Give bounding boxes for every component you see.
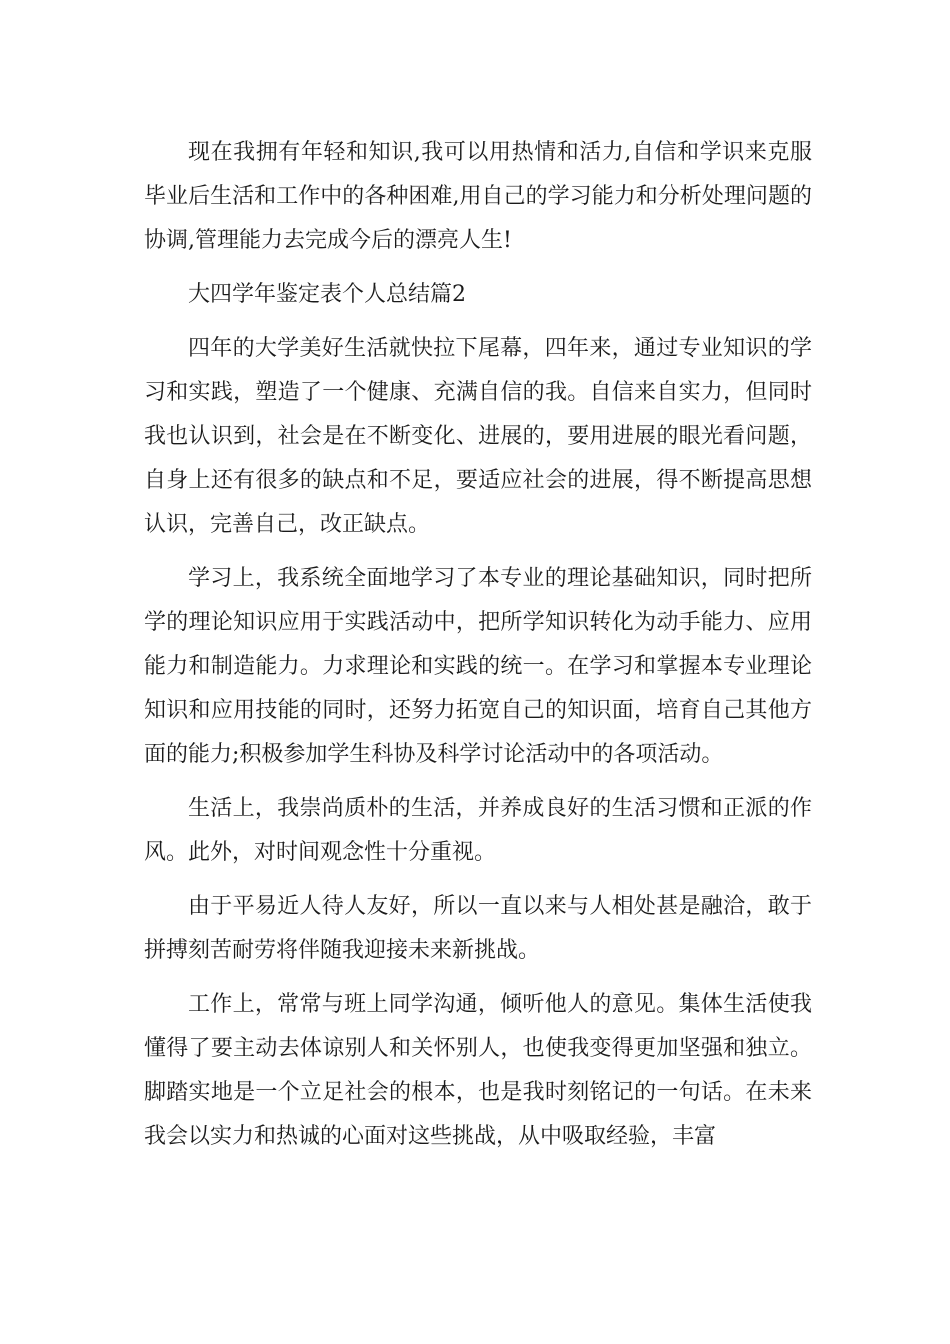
paragraph-3: 生活上，我崇尚质朴的生活，并养成良好的生活习惯和正派的作风。此外，对时间观念性十分重视。 — [144, 796, 812, 865]
paragraph-5: 工作上，常常与班上同学沟通，倾听他人的意见。集体生活使我懂得了要主动去体谅别人和关怀别人，也使我变得更加坚强和独立。脚踏实地是一个立足社会的根本，也是我时刻铭记的一句话。在未来我会以实力和热诚的心面对这些挑战，从中吸取经验，丰富 — [144, 992, 812, 1149]
document-body — [144, 131, 812, 1169]
paragraph-1: 四年的大学美好生活就快拉下尾幕，四年来，通过专业知识的学习和实践，塑造了一个健康、充满自信的我。自信来自实力，但同时我也认识到，社会是在不断变化、进展的，要用进展的眼光看问题，自身上还有很多的缺点和不足，要适应社会的进展，得不断提高思想认识，完善自己，改正缺点。 — [144, 336, 812, 537]
paragraph-4: 由于平易近人待人友好，所以一直以来与人相处甚是融洽，敢于拼搏刻苦耐劳将伴随我迎接未来新挑战。 — [144, 894, 812, 963]
paragraph-intro: 现在我拥有年轻和知识,我可以用热情和活力,自信和学识来克服毕业后生活和工作中的各种困难,用自己的学习能力和分析处理问题的协调,管理能力去完成今后的漂亮人生! — [144, 140, 812, 253]
section-heading: 大四学年鉴定表个人总结篇2 — [188, 282, 466, 307]
paragraph-2: 学习上，我系统全面地学习了本专业的理论基础知识，同时把所学的理论知识应用于实践活动中，把所学知识转化为动手能力、应用能力和制造能力。力求理论和实践的统一。在学习和掌握本专业理论知识和应用技能的同时，还努力拓宽自己的知识面，培育自己其他方面的能力;积极参加学生科协及科学讨论活动中的各项活动。 — [144, 566, 812, 767]
